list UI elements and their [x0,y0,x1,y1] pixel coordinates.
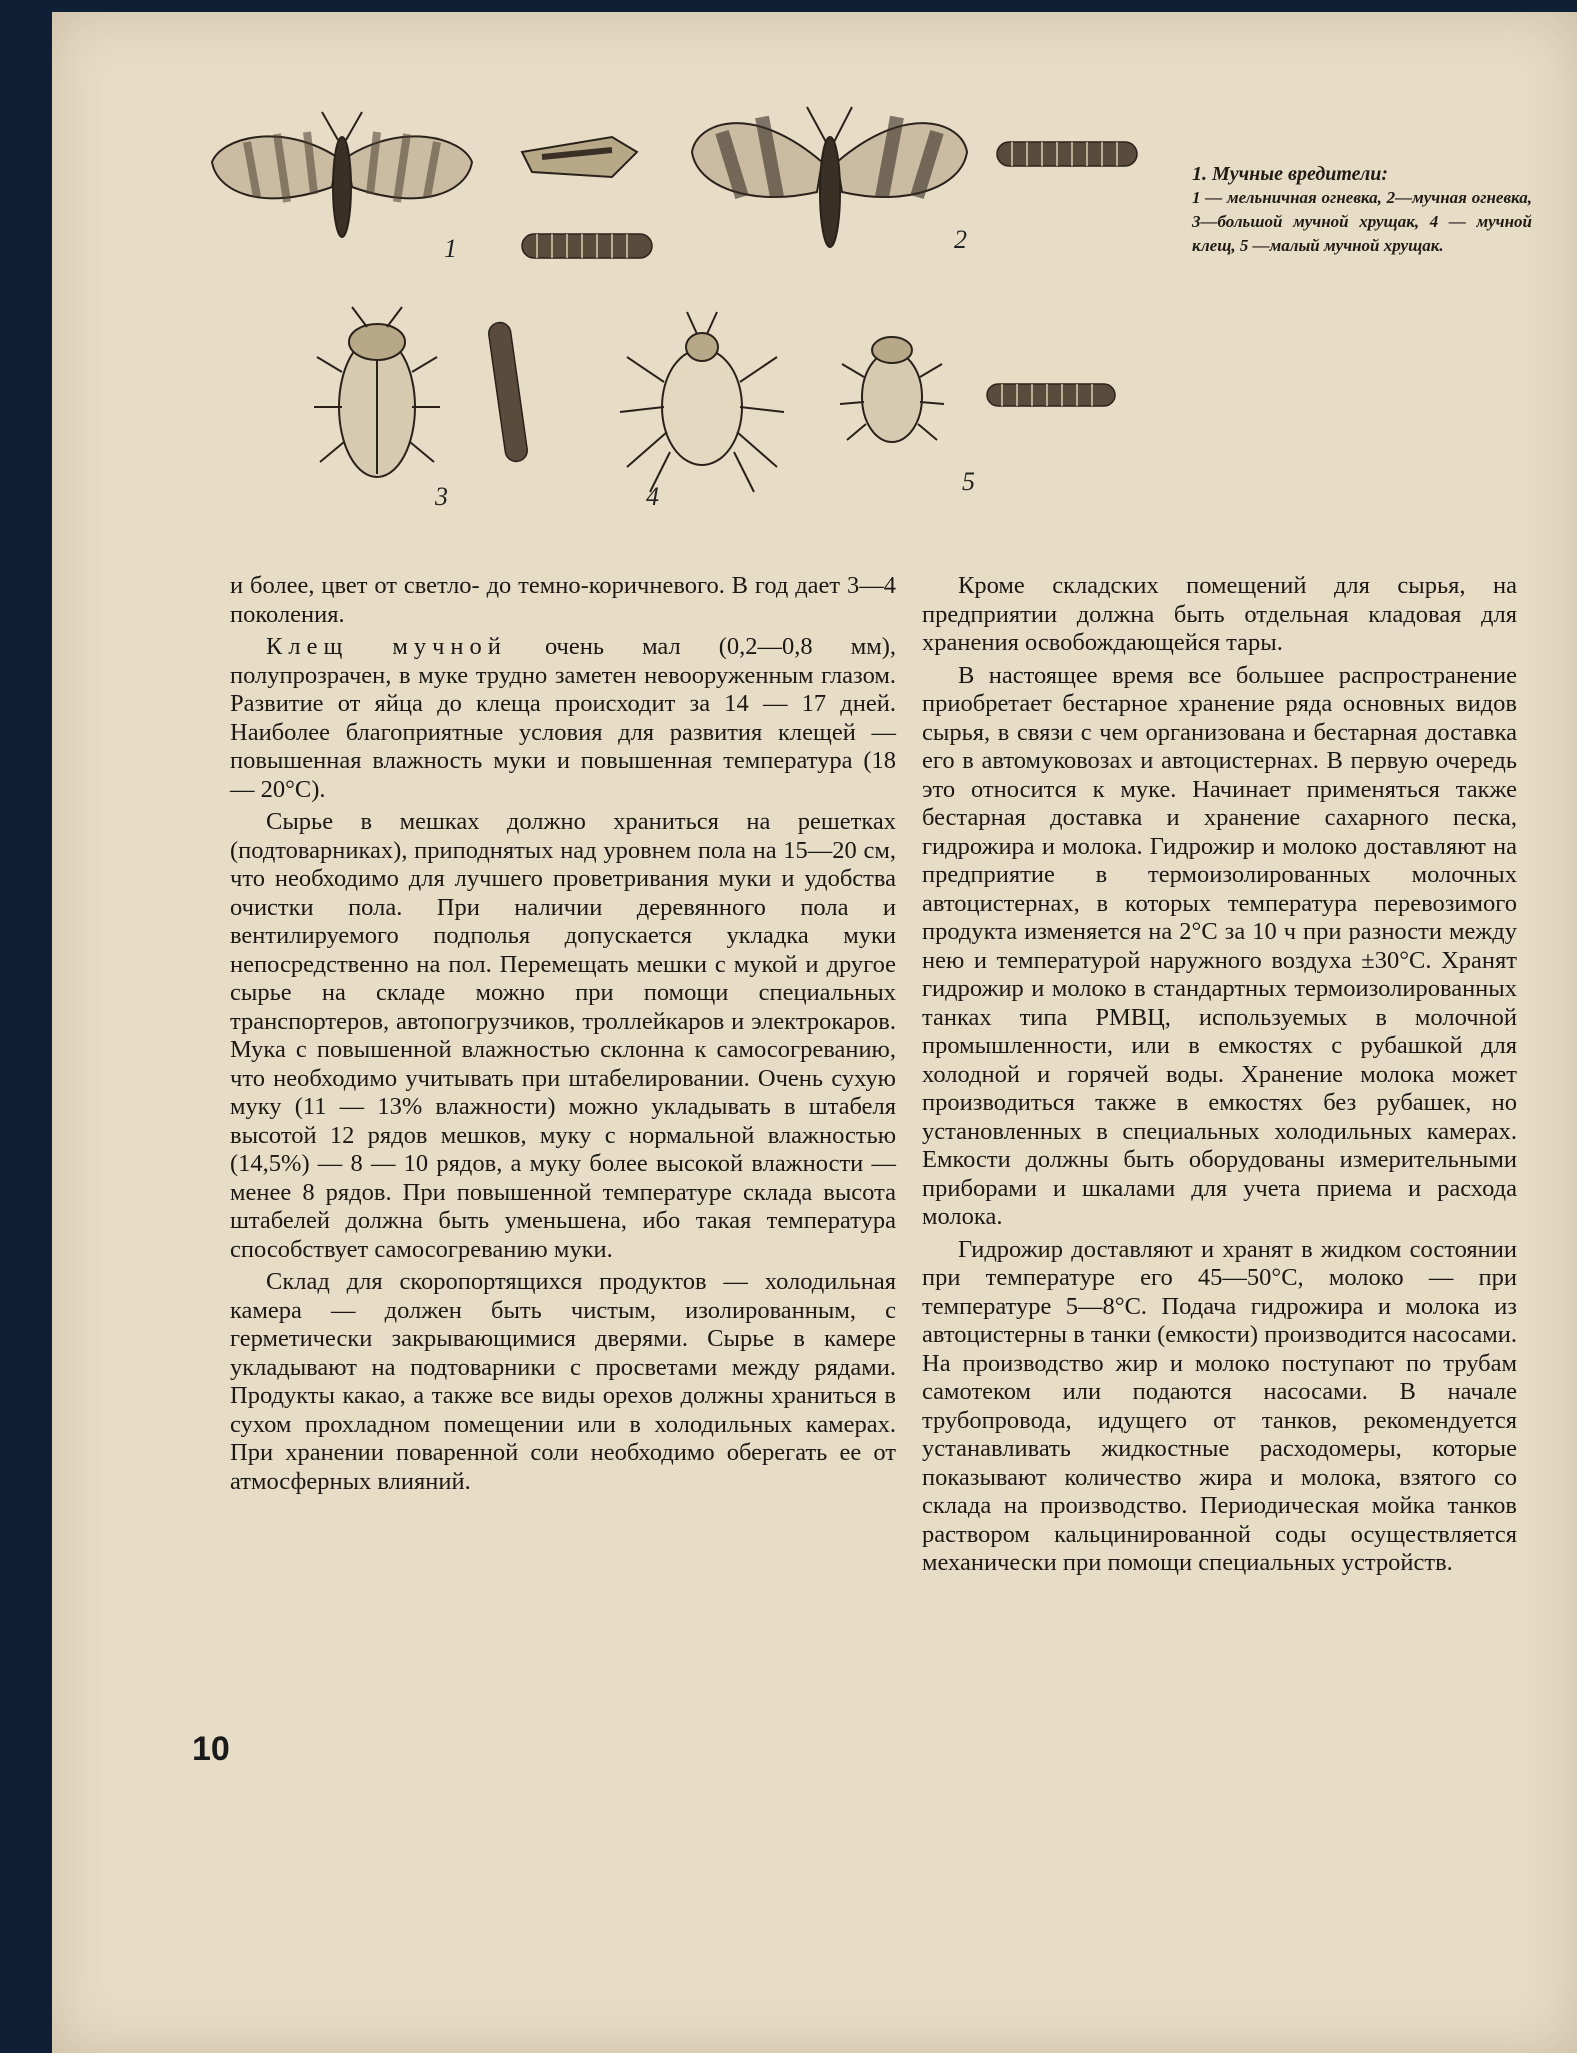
left-paragraph-3: Сырье в мешках должно храниться на решетках (подтоварниках), приподнятых над уровнем пола на 15—20 см, что необходимо для лучшего проветривания муки и удобства очистки пола. При наличии деревянного пола и вентилируемого подполья допускается укладка муки непосредственно на пол. Перемещать мешки с мукой и другое сырье на складе можно при помощи специальных транспортеров, автопогрузчиков, троллейкаров и электрокаров. Мука с повышенной влажностью склонна к самосогреванию, что необходимо учитывать при штабелировании. Очень сухую муку (11 — 13% влажности) можно укладывать в штабеля высотой 12 рядов мешков, муку с нормальной влажностью (14,5%) — 8 — 10 рядов, а муку более высокой влажности — менее 8 рядов. При повышенной температуре склада высота штабелей должна быть уменьшена, ибо такая температура способствует самосогреванию муки. [230,808,896,1263]
larva-drawing-2 [997,142,1137,166]
mite-drawing [620,312,784,492]
larva-drawing-1 [522,234,652,258]
left-paragraph-1: и более, цвет от светло- до темно-коричневого. В год дает 3—4 поколения. [230,572,896,628]
mill-moth-drawing [212,112,472,237]
larva-drawing-3 [487,321,528,463]
figure-caption [1192,162,1532,258]
small-moth-drawing [522,137,637,177]
figure-label-4: 4 [646,482,659,511]
left-paragraph-2 [230,633,896,804]
figure-label-2: 2 [954,225,967,254]
flour-moth-drawing [692,107,967,247]
small-beetle-drawing [840,337,944,442]
left-text-column [230,572,896,1500]
large-beetle-drawing [314,307,440,477]
larva-drawing-5 [987,384,1115,406]
figure-label-3: 3 [435,482,448,511]
figure-label-1: 1 [444,234,457,263]
mite-description: очень мал (0,2—0,8 мм), полупрозрачен, в муке трудно заметен невооруженным глазом. Развитие от яйца до клеща происходит за 14 — 17 дней. Наиболее благоприятные условия для развития клещей — повышенная влажность муки и повышенная температура (18 — 20°С). [230,633,897,803]
caption-body: 1 — мельничная огневка, 2—мучная огневка, 3—большой мучной хрущак, 4 — мучной клещ, 5 —малый мучной хрущак. [1192,188,1532,255]
figure-label-5: 5 [962,467,975,496]
left-paragraph-4: Склад для скоропортящихся продуктов — холодильная камера — должен быть чистым, изолированным, с герметически закрывающимися дверями. Сырье в камере укладывают на подтоварники с просветами между рядами. Продукты какао, а также все виды орехов должны храниться в сухом прохладном помещении или в холодильных камерах. При хранении поваренной соли необходимо оберегать ее от атмосферных влияний. [230,1268,896,1495]
right-paragraph-3: Гидрожир доставляют и хранят в жидком состоянии при температуре его 45—50°С, молоко — при температуре 5—8°С. Подача гидрожира и молока из автоцистерны в танки (емкости) производится насосами. На производство жир и молоко поступают по трубам самотеком или подаются насосами. В начале трубопровода, идущего от танков, рекомендуется устанавливать жидкостные расходомеры, которые показывают количество жира и молока, взятого со склада на производство. Периодическая мойка танков раствором кальцинированной соды осуществляется механически при помощи специальных устройств. [922,1235,1517,1576]
mite-term: Клещ мучной [266,633,507,660]
caption-title: 1. Мучные вредители: [1192,163,1389,185]
book-page [52,12,1577,2053]
right-paragraph-1: Кроме складских помещений для сырья, на предприятии должна быть отдельная кладовая для хранения освобождающейся тары. [922,572,1517,656]
pest-illustrations [52,12,1577,572]
right-text-column [922,572,1517,1582]
page-number: 10 [192,1730,230,1768]
right-paragraph-2: В настоящее время все большее распространение приобретает бестарное хранение ряда основных видов сырья, в связи с чем организована и бестарная доставка его в автомуковозах и автоцистернах. В первую очередь это относится к муке. Начинает применяться также бестарная доставка и хранение сахарного песка, гидрожира и молока. Гидрожир и молоко доставляют на предприятие в термоизолированных молочных автоцистернах, в которых температура перевозимого продукта изменяется на 2°С за 10 ч при разности между нею и температурой наружного воздуха ±30°С. Хранят гидрожир и молоко в стандартных термоизолированных танках типа РМВЦ, используемых в молочной промышленности, или в емкостях с рубашкой для холодной и горячей воды. Хранение молока может производиться также в емкостях без рубашек, но установленных в специальных холодильных камерах. Емкости должны быть оборудованы измерительными приборами и шкалами для учета приема и расхода молока. [922,661,1517,1230]
